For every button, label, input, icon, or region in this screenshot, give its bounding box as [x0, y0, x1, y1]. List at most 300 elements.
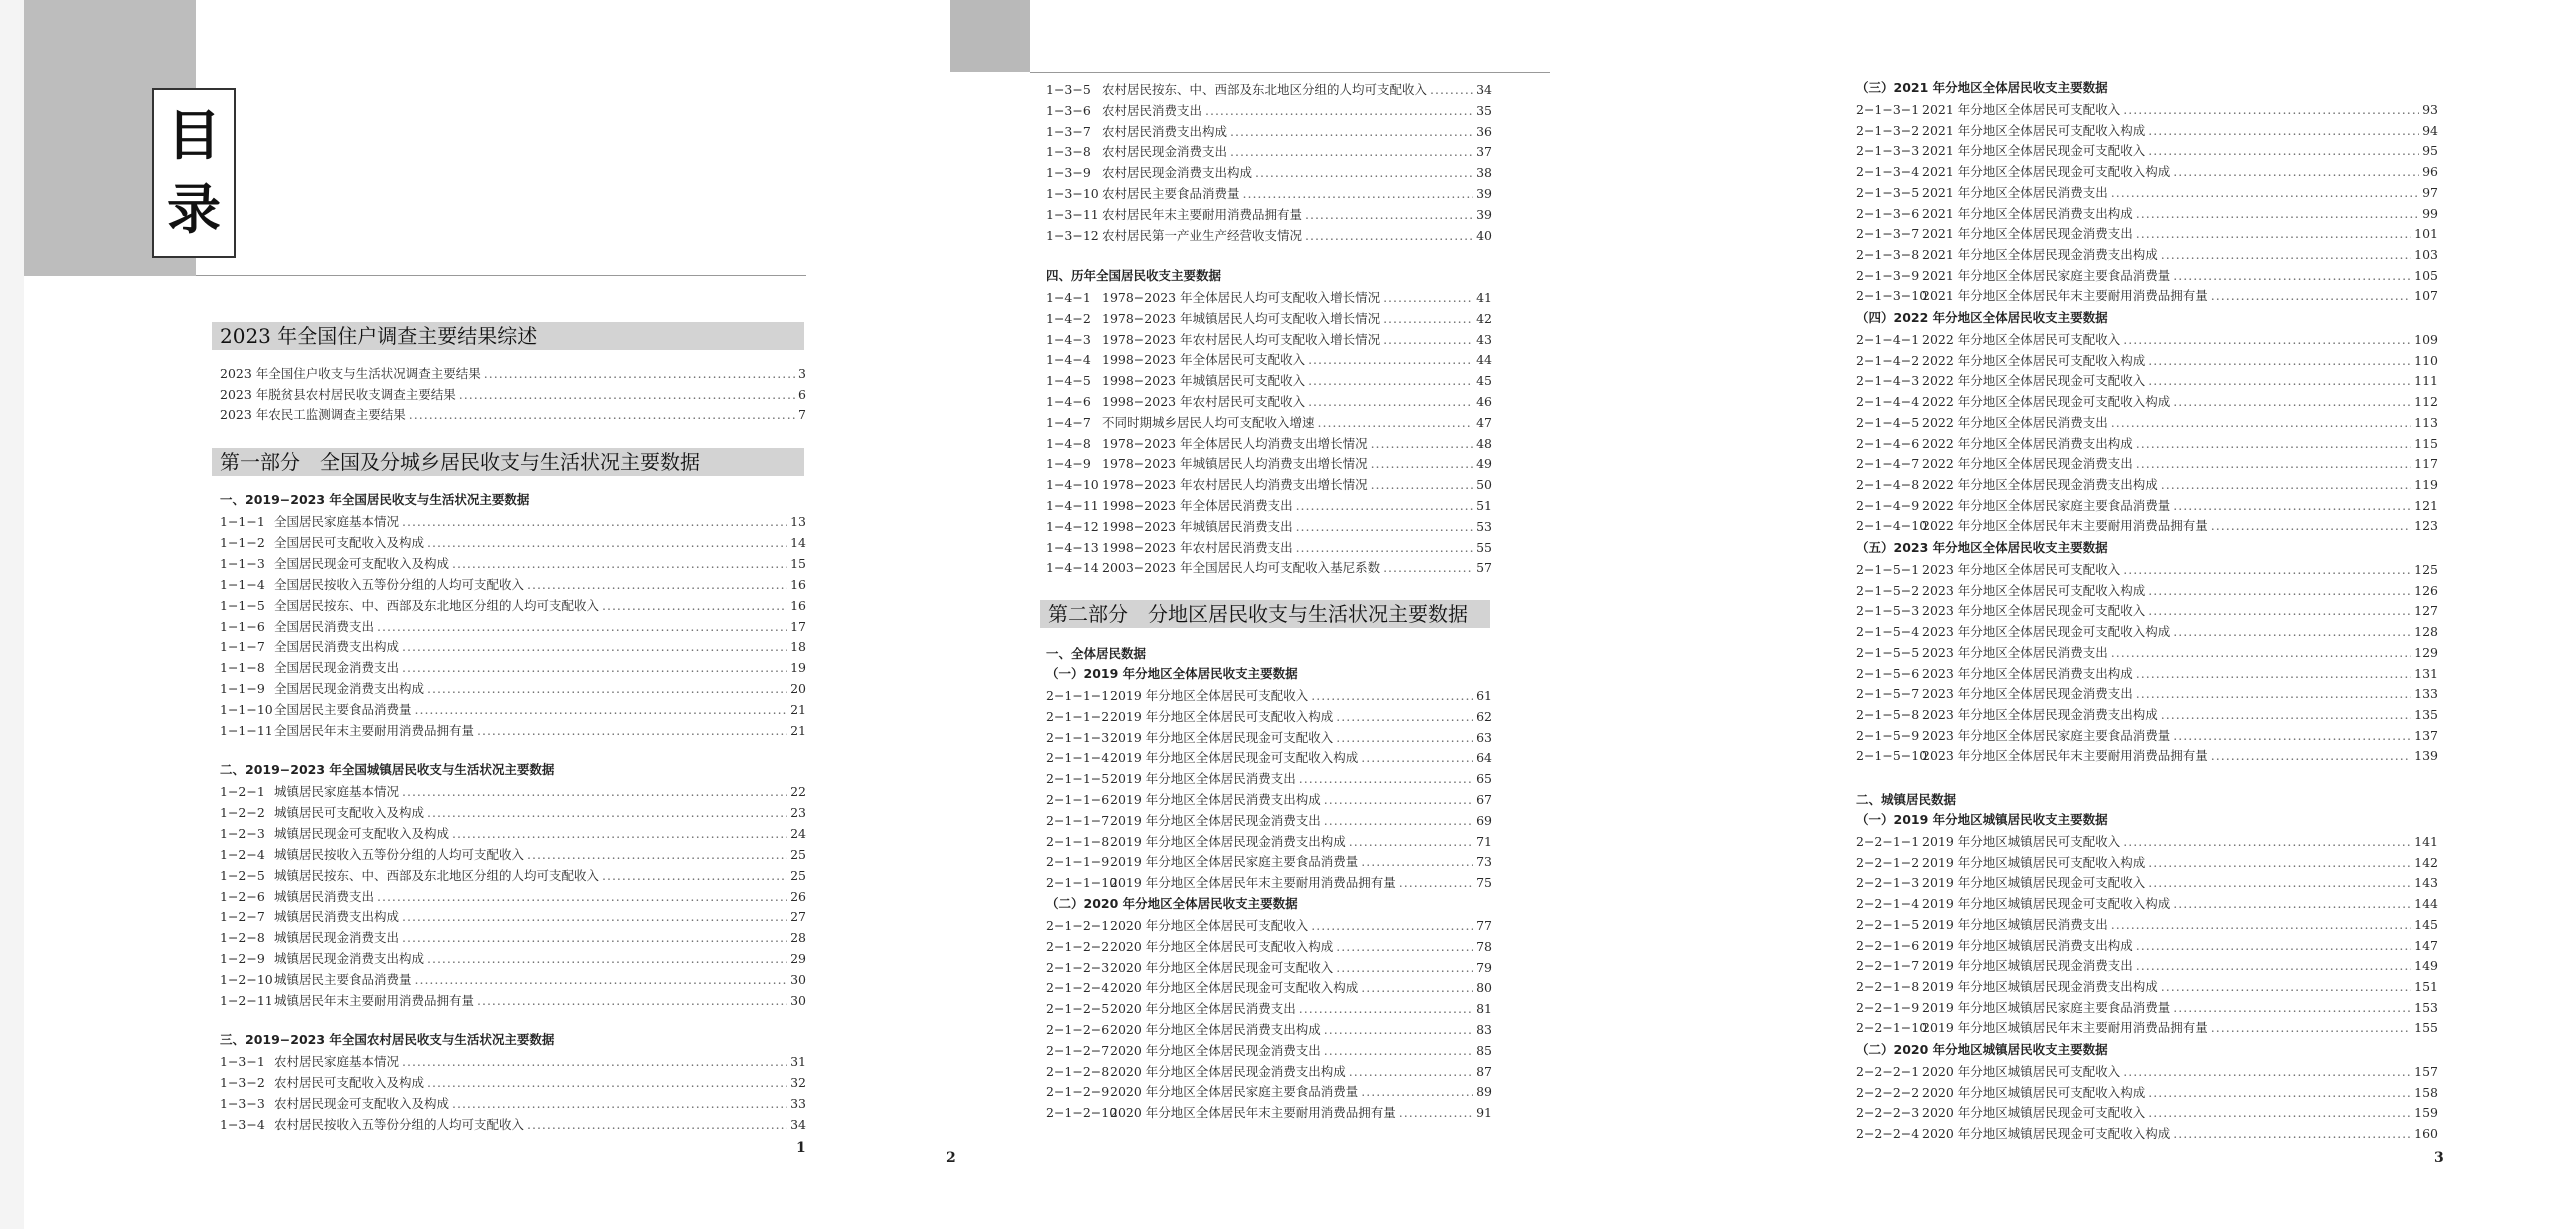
dot-leader: [1308, 350, 1473, 370]
toc-entry-code: 2−2−1−7: [1856, 958, 1920, 974]
toc-entry-page: 113: [2414, 414, 2438, 430]
toc-entry[interactable]: [1046, 350, 1492, 370]
toc-entry[interactable]: [1856, 351, 2438, 371]
dot-leader: [2136, 684, 2411, 704]
toc-entry-page: 158: [2414, 1084, 2438, 1100]
toc-entry[interactable]: [220, 385, 806, 405]
toc-entry[interactable]: [1856, 832, 2438, 852]
toc-entry[interactable]: [1046, 769, 1492, 789]
toc-entry-title: 2022 年分地区全体居民可支配收入: [1922, 332, 2121, 347]
toc-entry[interactable]: [1046, 288, 1492, 308]
toc-entry[interactable]: [1046, 434, 1492, 454]
toc-entry-page: 64: [1476, 750, 1492, 766]
header-rule: [1030, 72, 1550, 73]
dot-leader: [1308, 371, 1473, 391]
dot-leader: [1361, 1082, 1473, 1102]
toc-entry[interactable]: [220, 1073, 806, 1093]
toc-entry-page: 160: [2414, 1126, 2438, 1142]
toc-entry-page: 77: [1476, 918, 1492, 933]
toc-entry-code: 1−2−4: [220, 846, 265, 862]
toc-entry-page: 31: [790, 1054, 806, 1069]
toc-entry-title: 2019 年分地区城镇居民家庭主要食品消费量: [1922, 999, 2171, 1015]
toc-entry-title: 2023 年农民工监测调查主要结果: [220, 407, 406, 422]
toc-entry-title: 全国居民主要食品消费量: [274, 702, 412, 718]
toc-entry-title: 全国居民现金可支配收入及构成: [274, 555, 450, 571]
toc-entry[interactable]: [220, 617, 806, 637]
toc-entry-page: 149: [2414, 958, 2438, 974]
dot-leader: [1311, 916, 1473, 936]
toc-entry-title: 2022 年分地区全体居民现金消费支出: [1922, 456, 2133, 472]
toc-entry-title: 不同时期城乡居民人均可支配收入增速: [1102, 414, 1315, 430]
toc-entry-title: 2019 年分地区全体居民现金消费支出构成: [1110, 833, 1346, 849]
toc-entry-code: 2−1−4−5: [1856, 414, 1920, 430]
subsection-heading-6a: （三）2021 年分地区全体居民收支主要数据: [1856, 80, 2108, 95]
toc-entry[interactable]: [1046, 916, 1492, 936]
toc-entry-code: 1−4−4: [1046, 352, 1091, 368]
toc-entry[interactable]: [1856, 853, 2438, 873]
page-number-1: 1: [796, 1140, 806, 1156]
toc-entry-title: 城镇居民现金可支配收入及构成: [274, 825, 450, 841]
toc-entry[interactable]: [220, 721, 806, 741]
toc-entry[interactable]: [1046, 496, 1492, 516]
toc-entry-code: 2−1−3−4: [1856, 164, 1920, 180]
toc-entry[interactable]: [1856, 726, 2438, 746]
dot-leader: [1324, 811, 1473, 831]
toc-entry-title: 2022 年分地区全体居民家庭主要食品消费量: [1922, 497, 2171, 513]
toc-entry-page: 105: [2414, 267, 2438, 283]
toc-entry[interactable]: [1856, 873, 2438, 893]
toc-entry[interactable]: [1856, 581, 2438, 601]
toc-entry-code: 1−1−3: [220, 555, 265, 571]
dot-leader: [1324, 1020, 1473, 1040]
toc-entry-code: 2−1−2−10: [1046, 1105, 1118, 1121]
toc-entry[interactable]: [1856, 977, 2438, 997]
toc-entry-code: 2−1−4−8: [1856, 476, 1920, 492]
toc-entry[interactable]: [1856, 1103, 2438, 1123]
toc-entry[interactable]: [1046, 790, 1492, 810]
toc-entry[interactable]: [1856, 434, 2438, 454]
toc-entry-page: 80: [1476, 980, 1492, 996]
dot-leader: [527, 1115, 787, 1135]
toc-entry[interactable]: [1046, 707, 1492, 727]
toc-entry-code: 1−3−10: [1046, 186, 1099, 201]
toc-entry-title: 2019 年分地区城镇居民年末主要耐用消费品拥有量: [1922, 1020, 2208, 1036]
dot-leader: [2173, 622, 2411, 642]
dot-leader: [1255, 163, 1473, 183]
toc-entry[interactable]: [220, 637, 806, 657]
toc-entry-page: 15: [790, 555, 806, 571]
toc-entry-code: 2−1−1−5: [1046, 771, 1110, 787]
toc-entry[interactable]: [1046, 686, 1492, 706]
toc-entry-title: 1998−2023 年城镇居民消费支出: [1102, 518, 1293, 534]
toc-entry-page: 44: [1476, 352, 1492, 368]
dot-leader: [602, 596, 787, 616]
toc-entry[interactable]: [220, 533, 806, 553]
dot-leader: [477, 991, 787, 1011]
toc-entry[interactable]: [220, 949, 806, 969]
toc-entry[interactable]: [220, 1094, 806, 1114]
toc-entry-title: 2019 年分地区全体居民现金可支配收入构成: [1110, 750, 1359, 766]
toc-entry-code: 2−2−2−4: [1856, 1126, 1920, 1142]
toc-entry[interactable]: [1856, 894, 2438, 914]
toc-entry[interactable]: [1046, 371, 1492, 391]
toc-entry[interactable]: [1046, 937, 1492, 957]
dot-leader: [2111, 413, 2411, 433]
toc-entry[interactable]: [1046, 392, 1492, 412]
toc-entry[interactable]: [1046, 454, 1492, 474]
toc-entry[interactable]: [1856, 705, 2438, 725]
dot-leader: [402, 907, 787, 927]
toc-entry-code: 1−1−5: [220, 597, 265, 613]
toc-entry-code: 2−1−3−2: [1856, 122, 1920, 138]
toc-entry-page: 93: [2422, 102, 2438, 117]
toc-entry-code: 1−3−4: [220, 1116, 265, 1132]
toc-entry-code: 1−4−12: [1046, 518, 1099, 534]
toc-entry-page: 115: [2414, 435, 2438, 451]
toc-entry-page: 137: [2414, 727, 2438, 743]
toc-entry[interactable]: [1046, 413, 1492, 433]
toc-entry-page: 22: [790, 784, 806, 799]
toc-entry[interactable]: [1856, 392, 2438, 412]
toc-entry[interactable]: [1046, 1041, 1492, 1061]
toc-entry-page: 26: [790, 888, 806, 904]
toc-entry-code: 2−1−2−9: [1046, 1084, 1110, 1100]
toc-entry-title: 2022 年分地区全体居民消费支出构成: [1922, 435, 2133, 451]
toc-entry-page: 67: [1476, 792, 1492, 807]
toc-entry[interactable]: [220, 866, 806, 886]
dot-leader: [1296, 538, 1474, 558]
toc-entry-page: 143: [2414, 875, 2438, 891]
dot-leader: [409, 405, 795, 425]
dot-leader: [1383, 558, 1473, 578]
toc-entry[interactable]: [1856, 162, 2438, 182]
toc-entry[interactable]: [1856, 643, 2438, 663]
dot-leader: [2123, 560, 2411, 580]
toc-entry-title: 2021 年分地区全体居民消费支出构成: [1922, 205, 2133, 221]
toc-entry[interactable]: [1046, 475, 1492, 495]
toc-entry[interactable]: [1856, 183, 2438, 203]
toc-entry[interactable]: [1046, 205, 1492, 225]
toc-entry[interactable]: [1856, 286, 2438, 306]
dot-leader: [377, 887, 787, 907]
toc-entry-page: 23: [790, 804, 806, 820]
toc-entry-title: 城镇居民主要食品消费量: [274, 972, 412, 988]
toc-entry-page: 135: [2414, 706, 2438, 722]
toc-entry-title: 1998−2023 年农村居民消费支出: [1102, 539, 1293, 555]
toc-entry-page: 133: [2414, 686, 2438, 702]
toc-entry-page: 123: [2414, 518, 2438, 534]
dot-leader: [427, 949, 787, 969]
toc-entry-title: 农村居民现金消费支出构成: [1102, 165, 1253, 181]
toc-entry-page: 25: [790, 867, 806, 883]
dot-leader: [1336, 958, 1473, 978]
toc-entry-code: 1−2−11: [220, 993, 273, 1008]
toc-entry-title: 2022 年分地区全体居民现金消费支出构成: [1922, 476, 2158, 492]
toc-entry-title: 农村居民按东、中、西部及东北地区分组的人均可支配收入: [1102, 82, 1428, 97]
dot-leader: [459, 385, 795, 405]
toc-entry-title: 2019 年分地区城镇居民现金可支配收入: [1922, 875, 2146, 891]
toc-entry[interactable]: [220, 512, 806, 532]
page-3: [1720, 0, 2560, 1229]
toc-entry[interactable]: [1046, 517, 1492, 537]
toc-entry-page: 21: [790, 723, 806, 738]
toc-entry[interactable]: [1856, 560, 2438, 580]
toc-entry[interactable]: [220, 991, 806, 1011]
toc-entry-title: 1978−2023 年城镇居民人均可支配收入增长情况: [1102, 310, 1381, 326]
dot-leader: [402, 658, 787, 678]
toc-entry[interactable]: [1046, 163, 1492, 183]
toc-entry[interactable]: [1856, 915, 2438, 935]
toc-entry[interactable]: [1856, 746, 2438, 766]
toc-entry[interactable]: [1856, 1083, 2438, 1103]
page-number-3: 3: [2434, 1150, 2444, 1166]
toc-entry-page: 147: [2414, 937, 2438, 953]
toc-entry-title: 2023 年脱贫县农村居民收支调查主要结果: [220, 386, 456, 402]
toc-entry[interactable]: [220, 824, 806, 844]
toc-entry-page: 46: [1476, 394, 1492, 409]
toc-entry-title: 2021 年分地区全体居民消费支出: [1922, 184, 2108, 200]
toc-entry-title: 农村居民主要食品消费量: [1102, 186, 1240, 201]
toc-entry-title: 2020 年分地区全体居民现金可支配收入构成: [1110, 980, 1359, 996]
toc-entry-page: 141: [2414, 834, 2438, 849]
toc-entry-code: 1−1−9: [220, 681, 265, 697]
dot-leader: [427, 533, 787, 553]
toc-entry-title: 农村居民可支配收入及构成: [274, 1074, 425, 1090]
toc-entry[interactable]: [220, 970, 806, 990]
toc-entry-code: 1−2−2: [220, 804, 265, 820]
toc-entry[interactable]: [1856, 684, 2438, 704]
toc-entry-title: 2020 年分地区城镇居民现金可支配收入: [1922, 1105, 2146, 1121]
dot-leader: [377, 617, 787, 637]
toc-entry[interactable]: [1856, 496, 2438, 516]
toc-entry[interactable]: [220, 405, 806, 425]
toc-entry[interactable]: [1046, 852, 1492, 872]
toc-entry[interactable]: [1046, 811, 1492, 831]
toc-entry-title: 1978−2023 年城镇居民人均消费支出增长情况: [1102, 456, 1368, 472]
toc-entry[interactable]: [220, 700, 806, 720]
toc-entry-code: 2−1−1−6: [1046, 792, 1110, 807]
toc-entry-title: 2023 年分地区全体居民家庭主要食品消费量: [1922, 727, 2171, 743]
toc-entry[interactable]: [1856, 121, 2438, 141]
page-2: [860, 0, 1720, 1229]
dot-leader: [402, 782, 787, 802]
toc-entry-code: 1−3−12: [1046, 227, 1099, 243]
toc-entry-page: 6: [798, 386, 806, 402]
toc-entry[interactable]: [1046, 184, 1492, 204]
toc-entry[interactable]: [1046, 101, 1492, 121]
toc-entry-page: 155: [2414, 1020, 2438, 1036]
dot-leader: [1205, 101, 1473, 121]
toc-entry-title: 2021 年分地区全体居民年末主要耐用消费品拥有量: [1922, 288, 2208, 304]
toc-entry[interactable]: [220, 1115, 806, 1135]
toc-entry-title: 2021 年分地区全体居民现金可支配收入构成: [1922, 164, 2171, 180]
toc-entry-code: 2−1−3−8: [1856, 246, 1920, 262]
toc-entry-code: 2−1−1−2: [1046, 708, 1110, 724]
toc-entry-title: 2020 年分地区全体居民现金可支配收入: [1110, 959, 1334, 975]
toc-entry[interactable]: [220, 887, 806, 907]
toc-entry[interactable]: [1856, 664, 2438, 684]
toc-entry-title: 城镇居民现金消费支出: [274, 930, 400, 946]
toc-entry-code: 2−1−1−4: [1046, 750, 1110, 766]
toc-entry[interactable]: [1856, 141, 2438, 161]
toc-entry[interactable]: [220, 554, 806, 574]
toc-entry-page: 24: [790, 825, 806, 841]
dot-leader: [2111, 183, 2419, 203]
toc-entry-code: 2−1−4−1: [1856, 332, 1920, 347]
toc-entry-code: 2−1−5−3: [1856, 603, 1920, 619]
dot-leader: [2211, 746, 2411, 766]
toc-entry[interactable]: [1046, 122, 1492, 142]
dot-leader: [452, 824, 787, 844]
toc-entry-page: 45: [1476, 373, 1492, 389]
toc-entry[interactable]: [1856, 371, 2438, 391]
dot-leader: [452, 554, 787, 574]
toc-entry-code: 2−1−5−4: [1856, 624, 1920, 640]
toc-entry-page: 55: [1476, 539, 1492, 555]
toc-entry-page: 110: [2414, 352, 2438, 368]
toc-entry-page: 36: [1476, 123, 1492, 139]
toc-entry-page: 38: [1476, 165, 1492, 181]
toc-entry-code: 2−1−1−9: [1046, 854, 1110, 870]
toc-title-box: [152, 88, 236, 258]
toc-entry[interactable]: [220, 679, 806, 699]
toc-entry[interactable]: [1856, 601, 2438, 621]
toc-entry-code: 2−1−3−7: [1856, 226, 1920, 242]
toc-entry[interactable]: [1046, 142, 1492, 162]
toc-entry[interactable]: [1856, 454, 2438, 474]
toc-entry-title: 2019 年分地区全体居民年末主要耐用消费品拥有量: [1110, 875, 1396, 891]
toc-entry[interactable]: [1856, 100, 2438, 120]
toc-entry-code: 2−2−1−1: [1856, 834, 1920, 849]
toc-entry[interactable]: [1856, 1062, 2438, 1082]
toc-entry[interactable]: [1856, 266, 2438, 286]
toc-entry-page: 63: [1476, 729, 1492, 745]
toc-entry-code: 1−2−10: [220, 972, 273, 988]
toc-entry[interactable]: [1856, 998, 2438, 1018]
toc-entry-title: 2020 年分地区全体居民年末主要耐用消费品拥有量: [1110, 1105, 1396, 1121]
dot-leader: [2173, 1124, 2411, 1144]
toc-entry[interactable]: [1046, 1062, 1492, 1082]
toc-entry[interactable]: [1856, 622, 2438, 642]
toc-entry[interactable]: [1046, 873, 1492, 893]
toc-entry-code: 2−1−3−3: [1856, 143, 1920, 159]
toc-entry[interactable]: [220, 907, 806, 927]
toc-entry[interactable]: [1856, 413, 2438, 433]
toc-entry-page: 85: [1476, 1042, 1492, 1058]
toc-entry[interactable]: [1046, 832, 1492, 852]
toc-entry-page: 79: [1476, 959, 1492, 975]
toc-entry[interactable]: [1046, 999, 1492, 1019]
dot-leader: [1383, 288, 1473, 308]
toc-entry[interactable]: [220, 575, 806, 595]
toc-entry-title: 2019 年分地区全体居民可支配收入构成: [1110, 708, 1334, 724]
toc-entry-page: 53: [1476, 518, 1492, 534]
toc-entry[interactable]: [1046, 728, 1492, 748]
toc-entry-title: 2019 年分地区城镇居民可支配收入构成: [1922, 854, 2146, 870]
toc-entry[interactable]: [1856, 330, 2438, 350]
toc-entry-code: 1−3−11: [1046, 206, 1099, 222]
toc-entry[interactable]: [220, 1052, 806, 1072]
toc-entry[interactable]: [1856, 936, 2438, 956]
toc-entry-page: 97: [2422, 184, 2438, 200]
toc-entry-page: 35: [1476, 102, 1492, 118]
toc-entry-page: 145: [2414, 916, 2438, 932]
dot-leader: [1324, 790, 1473, 810]
dot-leader: [1399, 1103, 1473, 1123]
toc-entry-page: 78: [1476, 938, 1492, 954]
toc-entry-page: 75: [1476, 875, 1492, 891]
toc-entry-code: 2−1−3−6: [1856, 205, 1920, 221]
toc-entry[interactable]: [220, 928, 806, 948]
toc-entry[interactable]: [220, 658, 806, 678]
dot-leader: [2161, 245, 2411, 265]
toc-entry-code: 2−1−5−2: [1856, 582, 1920, 598]
toc-entry-title: 2023 年分地区全体居民年末主要耐用消费品拥有量: [1922, 748, 2208, 764]
toc-entry-code: 2−1−2−5: [1046, 1001, 1110, 1017]
dot-leader: [2148, 371, 2411, 391]
toc-entry-page: 69: [1476, 812, 1492, 828]
toc-entry-code: 2−1−4−9: [1856, 497, 1920, 513]
toc-entry-code: 1−3−6: [1046, 102, 1091, 118]
dot-leader: [1296, 517, 1474, 537]
toc-entry-code: 2−2−1−8: [1856, 978, 1920, 994]
toc-entry-title: 2019 年分地区全体居民消费支出: [1110, 771, 1296, 787]
toc-entry-page: 91: [1476, 1105, 1492, 1121]
toc-entry[interactable]: [220, 782, 806, 802]
toc-entry[interactable]: [220, 803, 806, 823]
toc-entry-page: 139: [2414, 748, 2438, 764]
toc-entry[interactable]: [1856, 956, 2438, 976]
toc-entry[interactable]: [1856, 224, 2438, 244]
toc-entry[interactable]: [220, 845, 806, 865]
toc-entry[interactable]: [1856, 1124, 2438, 1144]
toc-entry[interactable]: [1856, 245, 2438, 265]
subsection-heading-5b: （二）2020 年分地区全体居民收支主要数据: [1046, 896, 1298, 911]
toc-entry[interactable]: [1046, 226, 1492, 246]
toc-entry-title: 2023 年分地区全体居民现金消费支出构成: [1922, 706, 2158, 722]
toc-entry[interactable]: [1856, 516, 2438, 536]
toc-entry[interactable]: [1046, 538, 1492, 558]
toc-entry[interactable]: [220, 364, 806, 384]
toc-entry-title: 2023 年分地区全体居民现金可支配收入构成: [1922, 624, 2171, 640]
toc-entry-code: 1−1−10: [220, 702, 273, 718]
toc-entry[interactable]: [1046, 978, 1492, 998]
toc-entry[interactable]: [1046, 330, 1492, 350]
toc-entry[interactable]: [1046, 1020, 1492, 1040]
toc-entry[interactable]: [1046, 958, 1492, 978]
toc-entry[interactable]: [1046, 1103, 1492, 1123]
toc-entry[interactable]: [1856, 204, 2438, 224]
toc-entry-page: 32: [790, 1074, 806, 1090]
toc-entry-code: 2−2−1−5: [1856, 916, 1920, 932]
dot-leader: [2211, 286, 2411, 306]
toc-entry-title: 2022 年分地区全体居民可支配收入构成: [1922, 352, 2146, 368]
toc-entry-page: 111: [2414, 373, 2438, 389]
toc-entry-page: 61: [1476, 688, 1492, 703]
toc-entry[interactable]: [1046, 80, 1492, 100]
toc-entry[interactable]: [1046, 748, 1492, 768]
toc-entry[interactable]: [1046, 309, 1492, 329]
toc-entry[interactable]: [1856, 475, 2438, 495]
toc-entry[interactable]: [220, 596, 806, 616]
toc-entry-code: 1−4−14: [1046, 560, 1099, 576]
toc-entry-title: 城镇居民按收入五等份分组的人均可支配收入: [274, 846, 525, 862]
toc-entry-page: 7: [798, 407, 806, 422]
toc-entry-code: 1−2−3: [220, 825, 265, 841]
toc-entry[interactable]: [1046, 558, 1492, 578]
toc-entry[interactable]: [1046, 1082, 1492, 1102]
toc-entry[interactable]: [1856, 1018, 2438, 1038]
